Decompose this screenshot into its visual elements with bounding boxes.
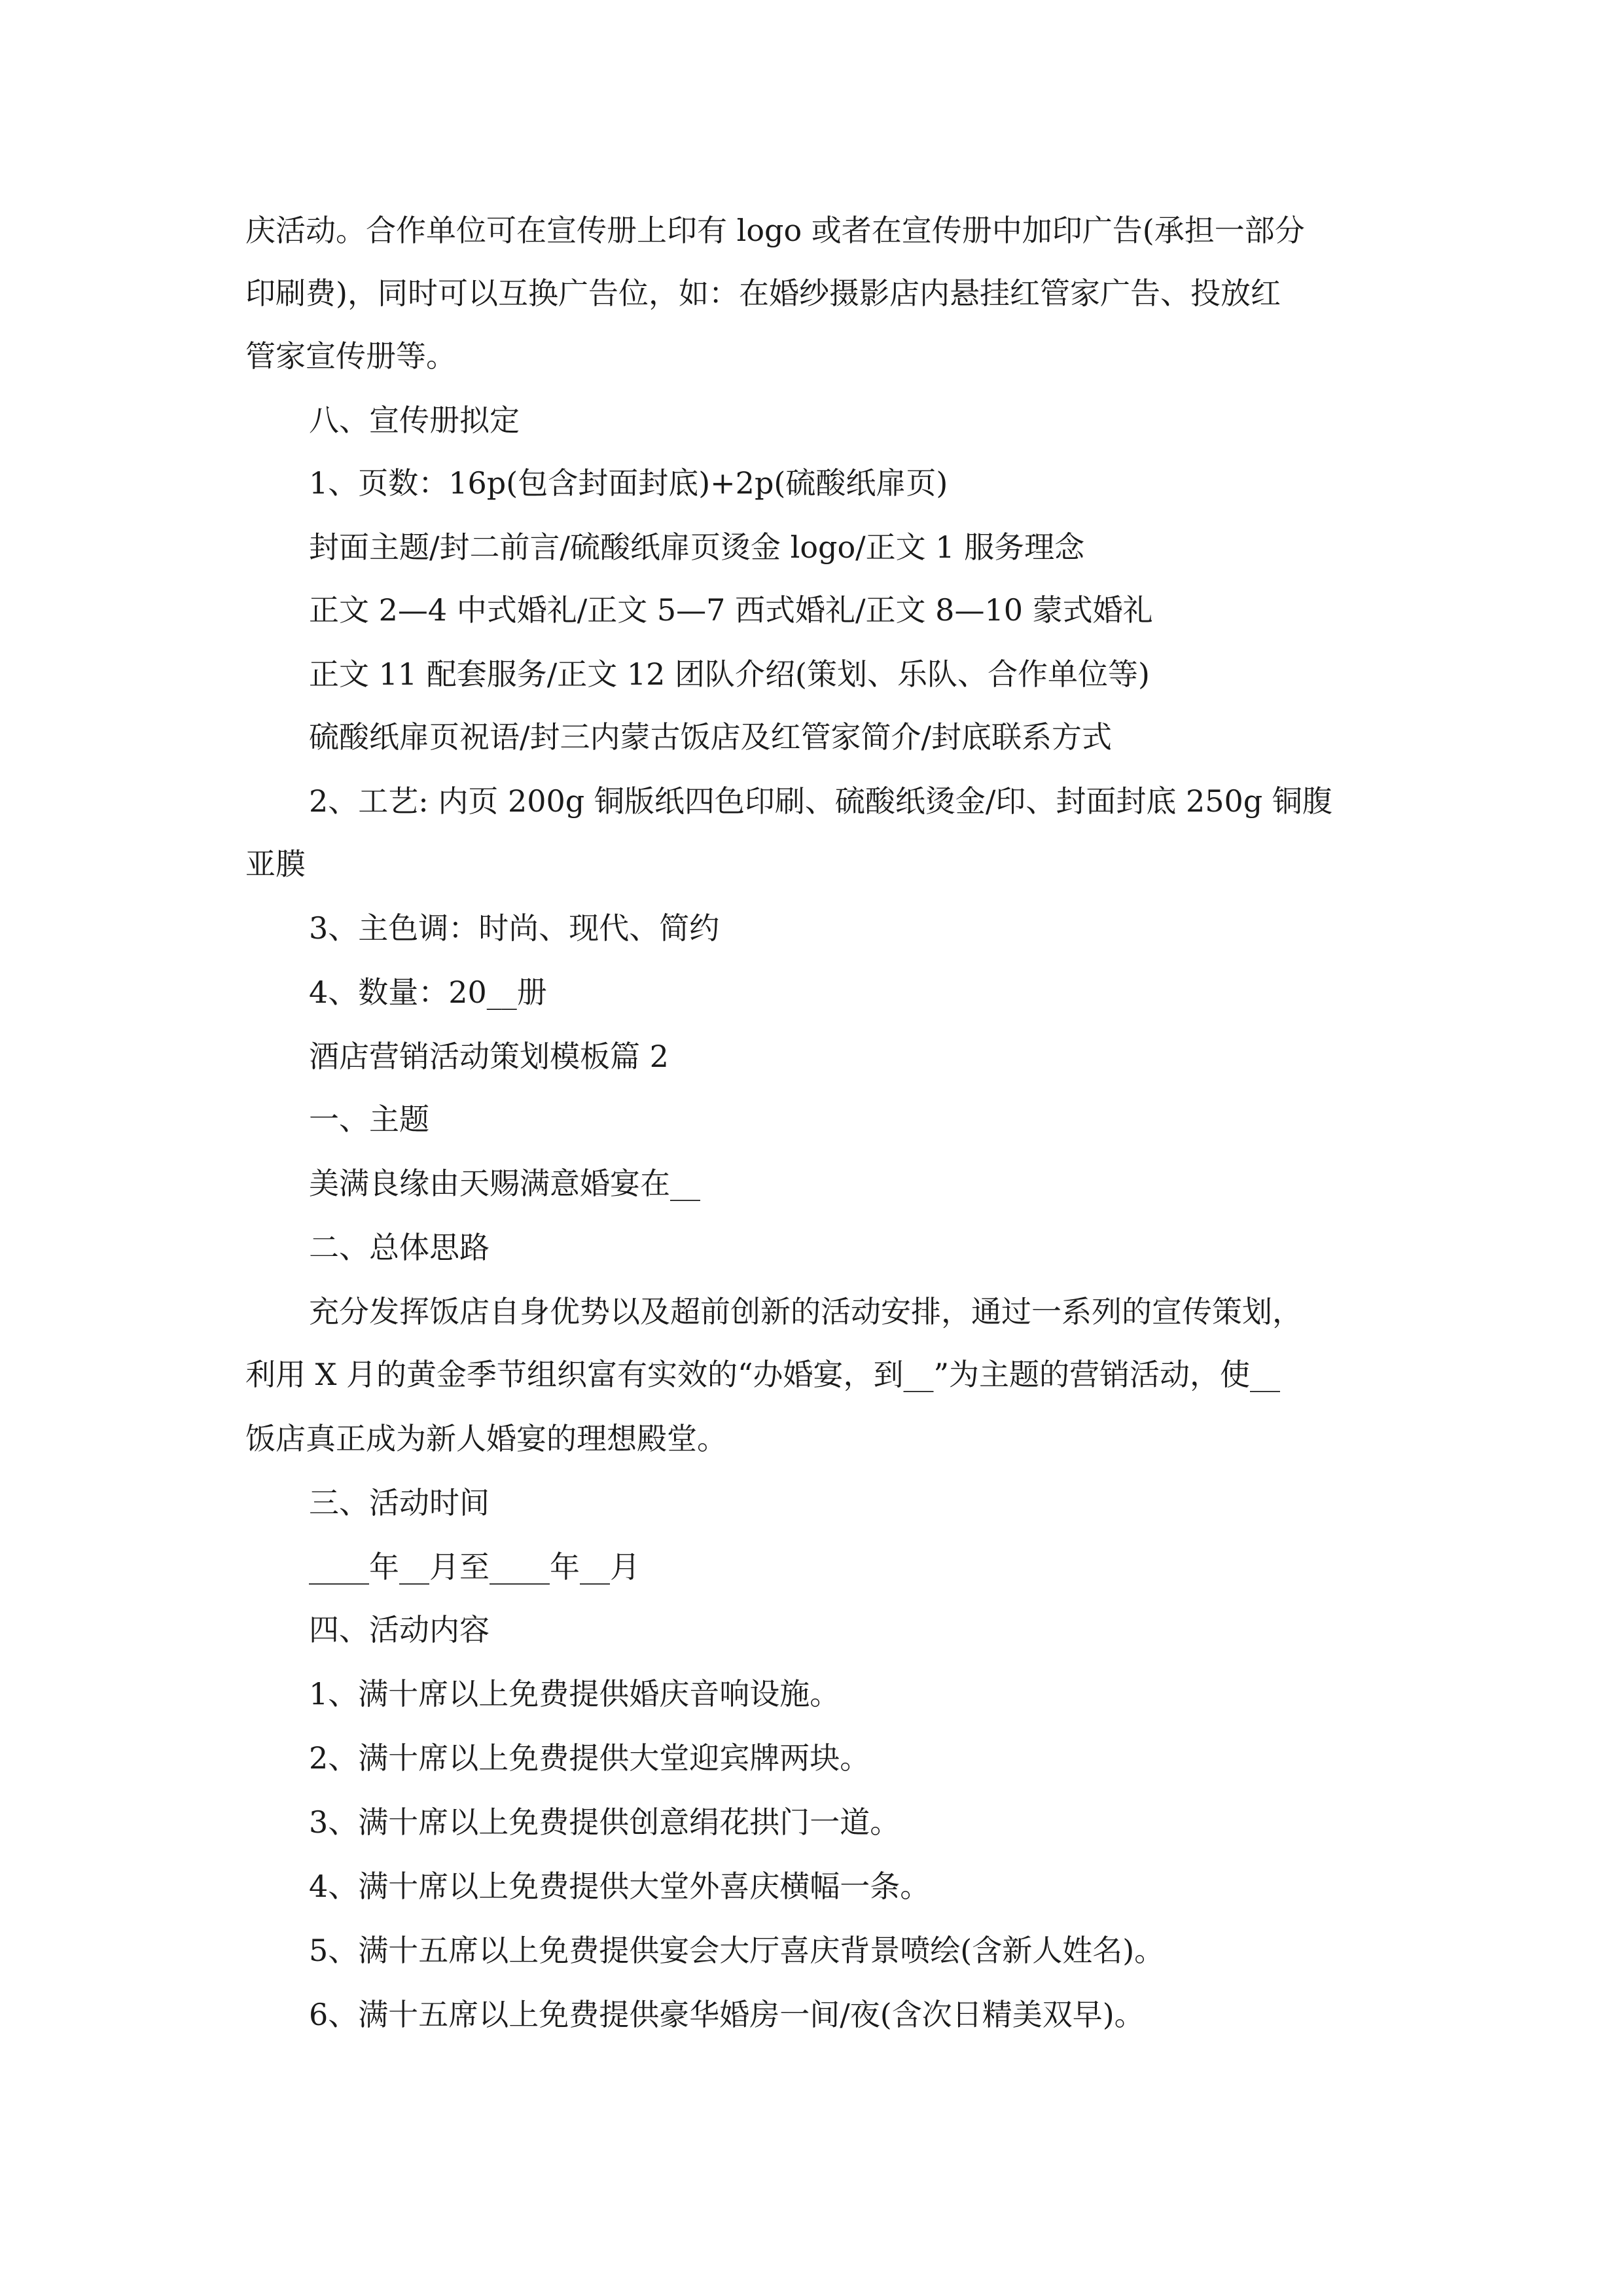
paragraph-line: 正文 11 配套服务/正文 12 团队介绍(策划、乐队、合作单位等) [309,656,1150,692]
list-item: 2、工艺: 内页 200g 铜版纸四色印刷、硫酸纸烫金/印、封面封底 250g 铜腹 [309,783,1332,819]
list-item: 2、满十席以上免费提供大堂迎宾牌两块。 [309,1740,870,1776]
paragraph-line: 管家宣传册等。 [245,338,456,374]
article-title: 酒店营销活动策划模板篇 2 [309,1039,669,1074]
list-item: 4、满十席以上免费提供大堂外喜庆横幅一条。 [309,1869,931,1904]
paragraph-line: 利用 X 月的黄金季节组织富有实效的“办婚宴，到__”为主题的营销活动，使__ [245,1357,1281,1392]
list-item: 3、满十席以上免费提供创意绢花拱门一道。 [309,1804,901,1840]
paragraph-line: 印刷费)，同时可以互换广告位，如：在婚纱摄影店内悬挂红管家广告、投放红 [245,276,1281,311]
paragraph-line: 美满良缘由天赐满意婚宴在__ [309,1166,700,1201]
paragraph-line: 亚膜 [245,846,306,882]
list-item: 4、数量：20__册 [309,975,547,1010]
paragraph-line: 封面主题/封二前言/硫酸纸扉页烫金 logo/正文 1 服务理念 [309,529,1085,565]
paragraph-line: 庆活动。合作单位可在宣传册上印有 logo 或者在宣传册中加印广告(承担一部分 [245,213,1305,248]
section-heading: 四、活动内容 [309,1612,490,1647]
list-item: 3、主色调：时尚、现代、简约 [309,910,720,946]
list-item: 1、满十席以上免费提供婚庆音响设施。 [309,1676,840,1712]
section-heading: 八、宣传册拟定 [309,403,520,438]
section-heading: 二、总体思路 [309,1230,490,1265]
paragraph-line: 充分发挥饭店自身优势以及超前创新的活动安排，通过一系列的宣传策划， [309,1294,1302,1329]
paragraph-line: ____年__月至____年__月 [309,1549,640,1585]
list-item: 6、满十五席以上免费提供豪华婚房一间/夜(含次日精美双早)。 [309,1997,1145,2032]
section-heading: 三、活动时间 [309,1485,490,1520]
paragraph-line: 正文 2—4 中式婚礼/正文 5—7 西式婚礼/正文 8—10 蒙式婚礼 [309,592,1153,628]
list-item: 1、页数：16p(包含封面封底)+2p(硫酸纸扉页) [309,465,948,501]
paragraph-line: 饭店真正成为新人婚宴的理想殿堂。 [245,1421,727,1456]
list-item: 5、满十五席以上免费提供宴会大厅喜庆背景喷绘(含新人姓名)。 [309,1933,1165,1968]
section-heading: 一、主题 [309,1102,429,1137]
paragraph-line: 硫酸纸扉页祝语/封三内蒙古饭店及红管家简介/封底联系方式 [309,719,1112,755]
